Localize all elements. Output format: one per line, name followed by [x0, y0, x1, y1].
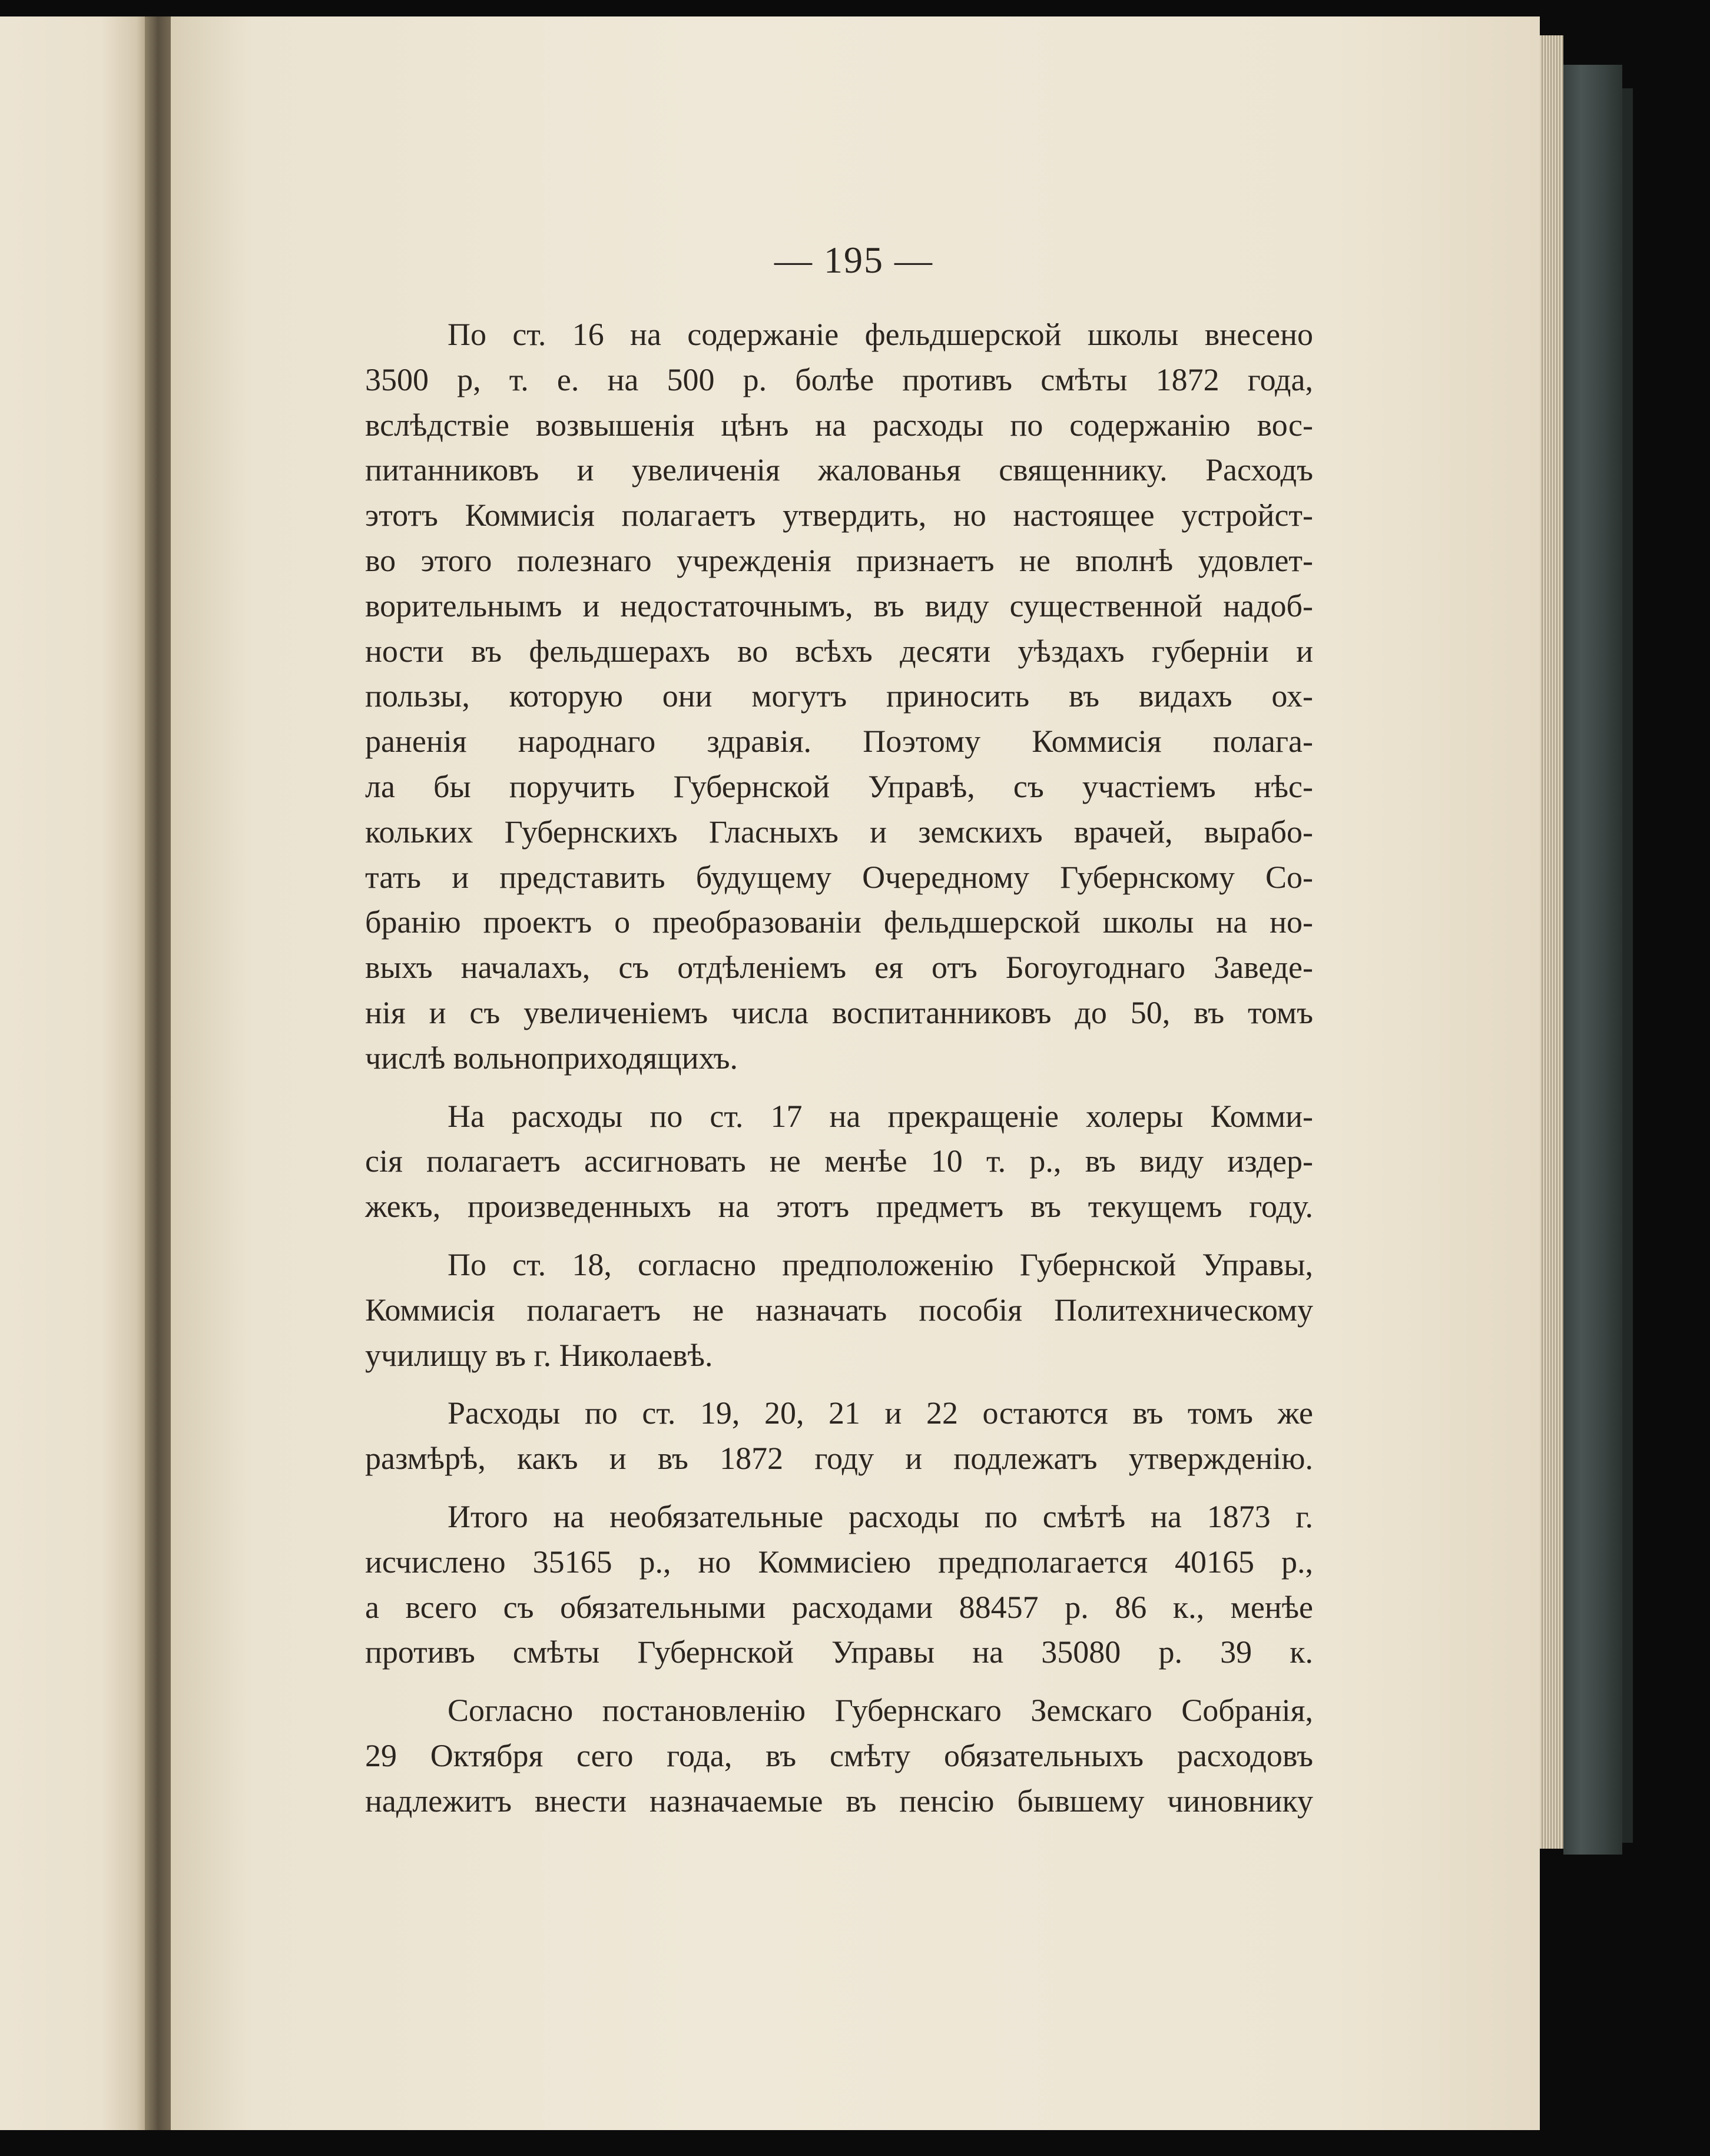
text-line: По ст. 18, согласно предположенію Губернской Управы, — [448, 1246, 1313, 1282]
text-line: 3500 р, т. е. на 500 р. болѣе противъ смѣты 1872 года, — [365, 361, 1313, 397]
text-line: размѣрѣ, какъ и въ 1872 году и подлежатъ утвержденію. — [365, 1441, 1313, 1477]
left-page-edge — [0, 16, 145, 2130]
paragraph — [365, 1242, 1313, 1378]
text-line: нія и съ увеличеніемъ числа воспитанниковъ до 50, въ томъ — [365, 994, 1313, 1030]
book-cover-edge — [1622, 88, 1633, 1843]
text-line: 29 Октября сего года, въ смѣту обязательныхъ расходовъ — [365, 1737, 1313, 1773]
text-line: этотъ Коммисія полагаетъ утвердить, но настоящее устройст- — [365, 497, 1313, 533]
text-line: пользы, которую они могутъ приносить въ видахъ ох- — [365, 678, 1313, 714]
text-line: сія полагаетъ ассигновать не менѣе 10 т. р., въ виду издер- — [365, 1143, 1313, 1179]
text-line: ворительнымъ и недостаточнымъ, въ виду существенной надоб- — [365, 588, 1313, 623]
text-line: а всего съ обязательными расходами 88457 р. 86 к., менѣе — [365, 1589, 1313, 1625]
text-line: жекъ, произведенныхъ на этотъ предметъ въ текущемъ году. — [365, 1189, 1313, 1225]
text-line: Итого на необязательные расходы по смѣтѣ на 1873 г. — [448, 1498, 1313, 1534]
text-line: Согласно постановленію Губернскаго Земскаго Собранія, — [448, 1693, 1313, 1729]
text-line: На расходы по ст. 17 на прекращеніе холеры Комми- — [448, 1098, 1313, 1134]
text-line: Коммисія полагаетъ не назначать пособія Политехническому — [365, 1292, 1313, 1328]
paragraph — [365, 312, 1313, 1081]
text-line: бранію проектъ о преобразованіи фельдшерской школы на но- — [365, 904, 1313, 940]
text-line: вслѣдствіе возвышенія цѣнъ на расходы по содержанію вос- — [365, 407, 1313, 443]
text-line: По ст. 16 на содержаніе фельдшерской школы внесено — [448, 317, 1313, 352]
paragraph — [365, 1391, 1313, 1481]
text-line: надлежитъ внести назначаемые въ пенсію бывшему чиновнику — [365, 1783, 1313, 1819]
text-line: выхъ началахъ, съ отдѣленіемъ ея отъ Богоугоднаго Заведе- — [365, 950, 1313, 986]
text-line: Расходы по ст. 19, 20, 21 и 22 остаются въ томъ же — [448, 1395, 1313, 1431]
text-line: ла бы поручить Губернской Управѣ, съ участіемъ нѣс- — [365, 768, 1313, 804]
text-line: питанниковъ и увеличенія жалованья священнику. Расходъ — [365, 452, 1313, 488]
text-line: исчислено 35165 р., но Коммисіею предполагается 40165 р., — [365, 1544, 1313, 1580]
paragraph — [365, 1494, 1313, 1675]
page-number: — 195 — — [774, 239, 933, 281]
text-line: тать и представить будущему Очередному Губернскому Со- — [365, 859, 1313, 895]
text-line: кольких Губернскихъ Гласныхъ и земскихъ врачей, вырабо- — [365, 814, 1313, 850]
book-cover — [1563, 65, 1622, 1855]
text-line: ности въ фельдшерахъ во всѣхъ десяти уѣздахъ губерніи и — [365, 633, 1313, 669]
text-line: противъ смѣты Губернской Управы на 35080 р. 39 к. — [365, 1634, 1313, 1670]
paragraph — [365, 1094, 1313, 1229]
text-line: числѣ вольноприходящихъ. — [365, 1040, 738, 1076]
body-text — [365, 312, 1313, 1837]
book-gutter — [145, 16, 174, 2130]
text-line: во этого полезнаго учрежденія признаетъ не вполнѣ удовлет- — [365, 542, 1313, 578]
page-edges — [1540, 35, 1563, 1849]
paragraph — [365, 1688, 1313, 1823]
text-line: раненія народнаго здравія. Поэтому Коммисія полага- — [365, 724, 1313, 759]
text-line: училищу въ г. Николаевѣ. — [365, 1337, 713, 1373]
